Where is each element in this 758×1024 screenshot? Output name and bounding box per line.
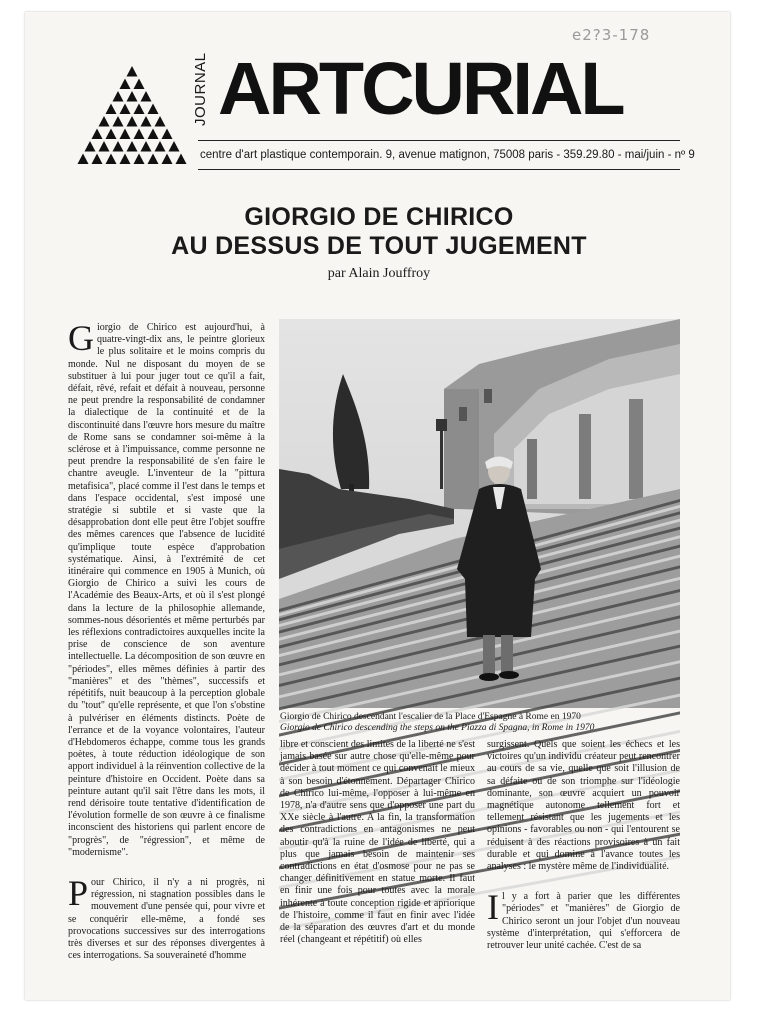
article-column-2 [280, 739, 475, 949]
handwritten-note: e2?3-178 [572, 26, 651, 44]
photo-caption [280, 712, 680, 734]
masthead-rule-top [198, 140, 680, 141]
article-column-1 [68, 318, 265, 962]
column-2-text: libre et conscient des limites de la liberté ne s'est jamais basée sur autre chose qu'elle-même pour décider à tout moment ce qui convenait le mieux à son besoin d'étonnement. Départager Chirico de Chirico lui-même, l'opposer à lui-même en 1978, n'a d'autre sens que d'opposer une part du XXe siècle à l'autre. A la fin, la transformation des contradictions en antagonismes ne peut aboutir qu'à la ruine de l'idée de liberté, qui a plus que jamais besoin de maintenir ses contradictions en état d'osmose pour ne pas se changer définitivement en statue morte. Il faut en finir une fois pour toutes avec la morale inhérente à toute conception rigide et apriorique de l'histoire, comme il faut en finir avec l'idée de la séparation des œuvres d'art et du monde réel (changeant et répétitif) où elles [280, 739, 475, 946]
paragraph-2 [68, 872, 265, 962]
paragraph-4-text: l y a fort à parier que les différentes "périodes" et "manières" de Giorgio de Chirico seront un jour l'objet d'un nouveau système d'interprétation, qui s'efforcera de retrouver leur unité cachée. C'est de sa [487, 891, 680, 952]
headline-line-1: GIORGIO DE CHIRICO [244, 203, 514, 231]
address-text: centre d'art plastique contemporain. 9, avenue matignon, 75008 paris - 359.29.80 - [200, 149, 622, 161]
article-byline: par Alain Jouffroy [327, 266, 431, 281]
paragraph-1 [68, 318, 265, 859]
masthead-rule-bottom [198, 169, 680, 170]
triangle-dots-logo-icon [68, 60, 196, 172]
paragraph-2-text: our Chirico, il n'y a ni progrès, ni régression, ni stagnation possibles dans le mouvement d'une pensée qui, pour vivre et se conquérir elle-même, a fondé ses provocations successives sur des interrogations très diverses et sur des réponses divergentes à ces interrogations. Sa souveraineté d'homme [68, 876, 265, 962]
caption-english: Giorgio de Chirico descending the steps on the Piazza di Spagna, in Rome in 1970 [280, 723, 595, 733]
drop-cap: I [487, 887, 499, 928]
article-column-3 [487, 739, 680, 952]
masthead-title: ARTCURIAL [218, 47, 623, 130]
drop-cap: G [68, 318, 94, 358]
masthead-address-line [200, 149, 695, 161]
caption-french: Giorgio de Chirico descendant l'escalier de la Place d'Espagne à Rome en 1970 [280, 712, 581, 722]
journal-label: JOURNAL [192, 52, 209, 126]
paragraph-4 [487, 887, 680, 952]
article-headline [60, 203, 698, 261]
photo-chirico-spanish-steps [279, 319, 680, 708]
headline-line-2: AU DESSUS DE TOUT JUGEMENT [171, 232, 587, 260]
paragraph-3: surgissent. Quels que soient les échecs et les victoires qu'un individu créateur peut rencontrer au cours de sa vie, quelle que soit l'illusion de sa défaite ou de son triomphe sur l'idéologie dominante, son œuvre acquiert un pouvoir magnétique autonome tellement fort et tellement résistant que les jugements et les opinions - favorables ou non - qui l'entourent se réduisent à des réactions provisoires à un fait durable et qui domine à l'avance toutes les analyses : le mystère même de l'individualité. [487, 739, 680, 873]
photo-illustration [279, 319, 680, 708]
drop-cap: P [68, 872, 89, 913]
issue-number: mai/juin - nº 9 [624, 149, 695, 161]
paragraph-1-text: iorgio de Chirico est aujourd'hui, à quatre-vingt-dix ans, le peintre glorieux le plus solitaire et le moins compris du monde. Nul ne disposant du moyen de se substituer à lui pour juger tout ce qu'il a fait, défait, rêvé, refait et défait à nouveau, personne ne peut prendre la responsabilité de condamner la dialectique de la continuité et de la discontinuité dans l'œuvre hors mesure du maître de Rome sans se condamner soi-même à la sclérose et à l'impuissance, comme personne ne peut prendre la responsabilité de s'en faire le chantre aveugle. L'inventeur de la "pittura metafisica", placé comme il l'est dans le temps et dans l'espace occidental, s'est imposé une stratégie si subtile et si vaste que la désapprobation dont elle peut être l'objet souffre des mêmes carences que l'absence de lucidité qu'implique toute espèce d'approbation systématique. Ainsi, à l'extrémité de cet itinéraire qui commence en 1905 à Munich, où Giorgio de Chirico a suivi les cours de l'Académie des Beaux-Arts, et où il s'est plongé dans la lecture de la philosophie allemande, sommes-nous désorientés et même perturbés par les réflexions contradictoires auxquelles incite la prise de conscience de son aventure intellectuelle. La décomposition de son œuvre en "périodes", elles mêmes définies à partir des "manières" et des "thèmes", successifs et répétitifs, nuit beaucoup à la perception globale du "tout" qu'elle représente, et que l'on s'obstine à pulvériser en éléments distincts. Poète de l'errance et de la voyance volontaires, l'auteur d'Hebdomeros échappe, comme tous les grands poètes, à toute réduction idéologique de son apport individuel à la réinvention collective de la peinture d'histoire en Occident. Poète dans sa peinture autant qu'il sait l'être dans les mots, il rend dérisoire toute tentative d'identification de l'évolution formelle de son œuvre à ce finalisme inconscient des historiens qui parlent encore de "progrès", de "régression", et même de "modernisme". [68, 322, 265, 858]
